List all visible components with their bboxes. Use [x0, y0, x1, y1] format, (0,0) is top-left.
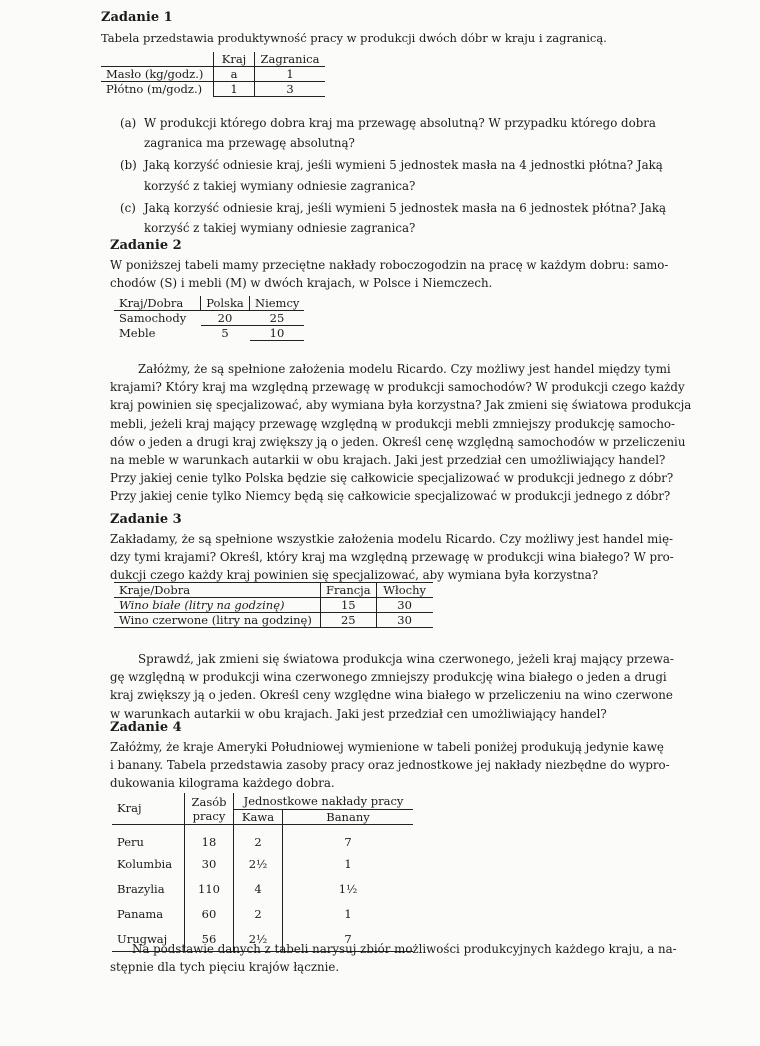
task2-header: Niemcy [250, 296, 305, 311]
task4-cell: 60 [185, 902, 234, 927]
task4-cell: 110 [185, 877, 234, 902]
task1-row-label: Masło (kg/godz.) [101, 67, 214, 82]
task3-row-label: Wino białe (litry na godzinę) [114, 598, 321, 613]
task4-intro [110, 738, 670, 793]
task1-cell: 3 [255, 82, 326, 97]
task4-cell: 1 [344, 907, 352, 921]
task2-cell: 5 [201, 326, 250, 341]
para-line: mebli, jeżeli kraj mający przewagę względną w produkcji mebli zmniejszy produkcję samocho- [110, 416, 676, 431]
para-line: kraj powinien się specjalizować, aby wymiana była korzystna? Jak zmieni się światowa produkcja [110, 398, 692, 413]
item-label: (c) [120, 200, 136, 215]
task1-heading: Zadanie 1 [101, 10, 173, 25]
task2-row-label: Samochody [119, 311, 187, 326]
task4-header-resource: pracy [185, 809, 234, 824]
task3-cell: 25 [321, 613, 377, 628]
para-line: Na podstawie danych z tabeli narysuj zbiór możliwości produkcyjnych każdego kraju, a na- [132, 942, 677, 956]
task3-table [114, 582, 433, 628]
task1-cell: 1 [214, 82, 255, 97]
intro-line: dukowania kilograma każdego dobra. [110, 776, 335, 791]
task4-country: Kolumbia [112, 852, 185, 877]
task3-header: Kraje/Dobra [114, 583, 321, 598]
intro-line: Zakładamy, że są spełnione wszystkie założenia modelu Ricardo. Czy możliwy jest handel mię- [110, 532, 674, 546]
task1-row-label: Płótno (m/godz.) [101, 82, 214, 97]
intro-line: dukcji czego każdy kraj powinien się specjalizować, aby wymiana była korzystna? [110, 568, 599, 583]
para-line: Załóżmy, że są spełnione założenia modelu Ricardo. Czy możliwy jest handel między tymi [138, 362, 671, 376]
task3-paragraph [110, 650, 674, 723]
task4-table [112, 793, 413, 952]
task1-cell: 1 [255, 67, 326, 82]
task2-cell: 20 [217, 311, 233, 325]
task4-cell: 4 [234, 877, 283, 902]
task2-header: Polska [201, 296, 250, 311]
task3-cell: 30 [376, 613, 433, 628]
task1-header-kraj: Kraj [214, 52, 255, 67]
para-line: Przy jakiej cenie tylko Niemcy będą się całkowicie specjalizować w produkcji jednego z dóbr? [110, 489, 671, 504]
para-line: dów o jeden a drugi kraj zwiększy ją o jeden. Określ cenę względną samochodów w przeliczeniu [110, 434, 686, 449]
para-line: w warunkach autarkii w obu krajach. Jaki jest przedział cen umożliwiający handel? [110, 706, 607, 721]
item-line: Jaką korzyść odniesie kraj, jeśli wymieni 5 jednostek masła na 6 jednostek płótna? Jaką [144, 200, 667, 215]
task4-cell: 2 [234, 902, 283, 927]
item-line: korzyść z takiej wymiany odniesie zagranica? [144, 221, 416, 236]
para-line: Sprawdź, jak zmieni się światowa produkcja wina czerwonego, jeżeli kraj mający przewa- [138, 652, 674, 666]
task4-heading: Zadanie 4 [110, 720, 182, 735]
para-line: kraj zwiększy ją o jeden. Określ ceny względne wina białego w przeliczeniu na wino czerwone [110, 688, 673, 703]
task4-header-banana: Banany [326, 809, 370, 824]
intro-line: dzy tymi krajami? Określ, który kraj ma względną przewagę w produkcji wina białego? W pro- [110, 550, 674, 565]
task4-cell: 1½ [338, 882, 358, 896]
item-label: (b) [120, 158, 137, 173]
task4-cell: 7 [283, 824, 414, 852]
task4-cell: 30 [185, 852, 234, 877]
task4-cell: 7 [283, 927, 414, 952]
intro-line: i banany. Tabela przedstawia zasoby pracy oraz jednostkowe jej nakłady niezbędne do wypro- [110, 758, 670, 773]
task1-intro: Tabela przedstawia produktywność pracy w produkcji dwóch dóbr w kraju i zagranicą. [101, 31, 607, 45]
task1-header-zagranica: Zagranica [255, 52, 326, 67]
intro-line: W poniższej tabeli mamy przeciętne nakłady roboczogodzin na pracę w każdym dobru: samo- [110, 258, 669, 272]
para-line: na meble w warunkach autarkii w obu krajach. Jaki jest przedział cen umożliwiający handel? [110, 453, 666, 468]
para-line: krajami? Który kraj ma względną przewagę w produkcji samochodów? W produkcji czego każdy [110, 380, 685, 395]
task3-row-label: Wino czerwone (litry na godzinę) [114, 613, 321, 628]
task4-header-coffee: Kawa [234, 809, 283, 824]
para-line: Przy jakiej cenie tylko Polska będzie się całkowicie specjalizować w produkcji jednego z dóbr? [110, 471, 674, 486]
task4-cell: 2½ [234, 927, 283, 952]
task4-cell: 1 [344, 857, 352, 871]
task3-cell: 15 [321, 598, 377, 613]
item-line: korzyść z takiej wymiany odniesie zagranica? [144, 178, 416, 193]
task4-header-country: Kraj [112, 793, 185, 824]
item-line: Jaką korzyść odniesie kraj, jeśli wymieni 5 jednostek masła na 4 jednostki płótna? Jaką [144, 158, 663, 173]
task4-paragraph [110, 940, 677, 976]
task2-cell: 25 [269, 311, 285, 325]
task1-cell: a [230, 67, 238, 81]
task3-header: Włochy [376, 583, 433, 598]
para-line: stępnie dla tych pięciu krajów łącznie. [110, 960, 340, 975]
item-line: W produkcji którego dobra kraj ma przewagę absolutną? W przypadku którego dobra [144, 116, 656, 130]
task4-cell: 2½ [234, 852, 283, 877]
task3-heading: Zadanie 3 [110, 512, 182, 527]
task4-country: Peru [112, 824, 185, 852]
task4-cell: 2 [234, 824, 283, 852]
task4-cell: 56 [185, 927, 234, 952]
para-line: gę względną w produkcji wina czerwonego zmniejszy produkcję wina białego o jeden a drugi [110, 670, 667, 685]
task2-row-label: Meble [119, 326, 156, 340]
task2-paragraph [110, 360, 692, 506]
item-line: zagranica ma przewagę absolutną? [144, 136, 355, 151]
intro-line: chodów (S) i mebli (M) w dwóch krajach, w Polsce i Niemczech. [110, 276, 493, 291]
task4-header-unit: Jednostkowe nakłady pracy [234, 793, 414, 809]
task2-table [114, 296, 304, 341]
task1-header-corner [101, 52, 214, 67]
task4-header-resource: Zasób [185, 793, 234, 809]
task1-table [101, 52, 325, 97]
task4-country: Urugwaj [112, 927, 185, 952]
task3-intro [110, 530, 674, 585]
item-label: (a) [120, 116, 137, 130]
task3-cell: 30 [397, 598, 412, 612]
intro-line: Załóżmy, że kraje Ameryki Południowej wymienione w tabeli poniżej produkują jedynie kawę [110, 740, 664, 754]
task2-cell: 10 [250, 326, 305, 341]
task4-country: Brazylia [112, 877, 185, 902]
task3-header: Francja [321, 583, 377, 598]
task4-cell: 18 [185, 824, 234, 852]
task1-questions [120, 114, 666, 237]
task2-intro [110, 256, 668, 292]
task4-country: Panama [112, 902, 185, 927]
task2-header: Kraj/Dobra [114, 296, 201, 311]
task2-heading: Zadanie 2 [110, 238, 182, 253]
